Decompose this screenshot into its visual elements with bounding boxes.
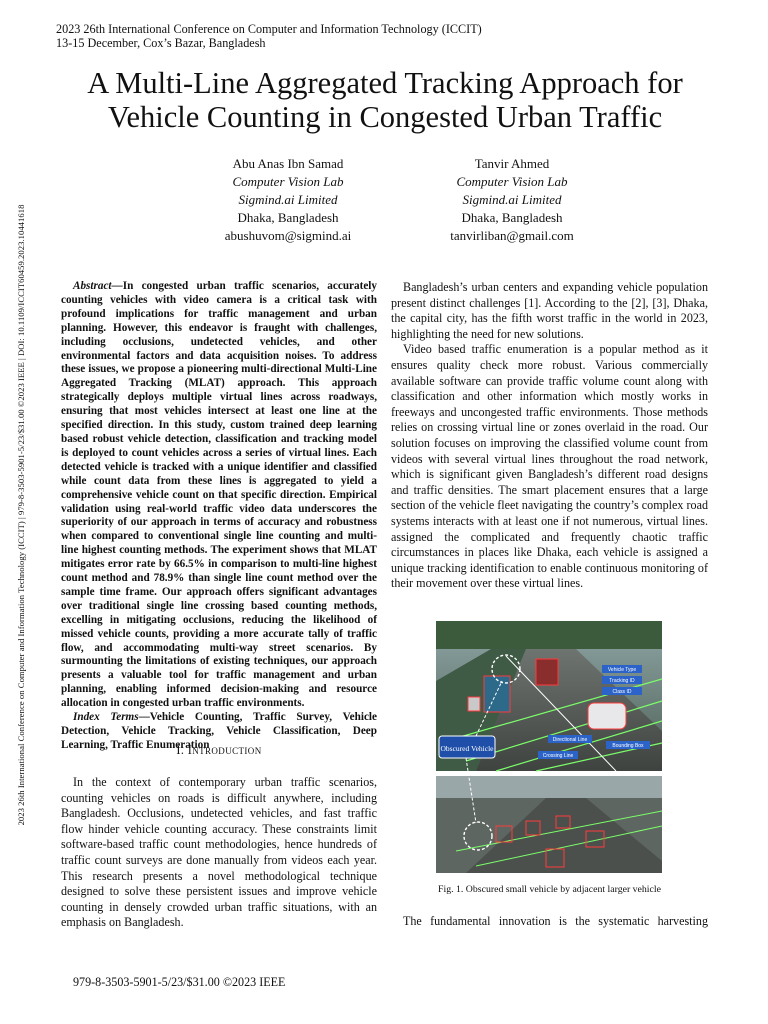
author-company: Sigmind.ai Limited (238, 192, 338, 207)
legend-class-id: Class ID (612, 689, 632, 695)
index-terms-label: Index Terms (73, 711, 139, 724)
continuation-text: The fundamental innovation is the systematic harvesting (403, 914, 708, 928)
author-name: Abu Anas Ibn Samad (232, 156, 344, 171)
index-terms-text: —Vehicle Counting, Traffic Survey, Vehicle Detection, Vehicle Tracking, Vehicle Classification, Deep Learning, Traffic Enumeration (61, 711, 377, 751)
intro-text: In the context of contemporary urban traffic scenarios, counting vehicles on roads is difficult anywhere, including Bangladesh. Occlusions, undetected vehicles, and fast traffic flow hinder vehicle counting accuracy. These constraints limit software-based traffic count methodologies, hence hundreds of traffic count surveys are done manually from videos each year. This research presents a novel methodological technique designed to solve these persistent issues and improve vehicle counting in densely crowded urban traffic situations, with an emphasis on Bangladesh. (61, 775, 377, 930)
author-email: tanvirliban@gmail.com (450, 228, 574, 243)
white-car-vehicle (588, 703, 626, 729)
conference-date-location: 13-15 December, Cox’s Bazar, Bangladesh (56, 36, 266, 50)
author-lab: Computer Vision Lab (456, 174, 568, 189)
doi-sidebar (12, 140, 30, 890)
continuation-paragraph (391, 914, 708, 930)
truck-vehicle (536, 659, 558, 685)
legend-bounding-box: Bounding Box (612, 743, 644, 749)
conference-name: 2023 26th International Conference on Computer and Information Technology (ICCIT) (56, 22, 482, 36)
author-email: abushuvom@sigmind.ai (224, 228, 352, 243)
author-lab: Computer Vision Lab (232, 174, 344, 189)
doi-sidebar-text: 2023 26th International Conference on Computer and Information Technology (ICCIT) | 979-8-3503-5901-5/23/$31.00 ©2023 IEEE | DOI: 10.1109/ICCIT60459.2023.10441618 (16, 204, 26, 826)
small-vehicle (468, 697, 480, 711)
paragraph-video-enumeration: Video based traffic enumeration is a popular method as it ensures quality check more robust. Various commercially available software can provide traffic volume count along with classification and other information which mostly works in freeways and uncongested traffic environments. Those methods relies on crossing virtual line or zones overlaid in the road. Our solution focuses on improving the classified volume count from videos with several virtual lines throughout the road network, which is significant given Bangladesh’s different road designs and traffic densities. The smart placement ensures that a large section of the vehicle fleet navigating the country’s complex road systems interacts with at least one if not numerous, virtual lines. assigned the complicated and frequently chaotic traffic circumstances in places like Dhaka, each vehicle is assigned a unique tracking identification to enable continuous monitoring of their movement over these virtual lines. (391, 342, 708, 591)
legend-crossing-line: Crossing Line (542, 753, 574, 759)
intro-paragraph (61, 775, 377, 931)
obscured-vehicle-label: Obscured Vehicle (440, 744, 494, 753)
author-block-1 (168, 155, 408, 245)
traffic-figure-image (436, 621, 662, 873)
paper-title: A Multi-Line Aggregated Tracking Approach for Vehicle Counting in Congested Urban Traffic (87, 66, 683, 134)
author-company: Sigmind.ai Limited (462, 192, 562, 207)
author-city: Dhaka, Bangladesh (237, 210, 339, 225)
author-city: Dhaka, Bangladesh (461, 210, 563, 225)
abstract-text: —In congested urban traffic scenarios, accurately counting vehicles with video camera is a critical task with profound implications for traffic management and urban planning. However, this endeavor is fraught with challenges, including occlusions, undetected vehicles, and other environmental factors and data acquisition noises. To address these issues, we propose a pioneering multi-directional Multi-Line Aggregated Tracking (MLAT) approach. This approach strategically deploys multiple virtual lines across roadways, ensuring that most vehicles intersect at least one line at the specified direction. In this study, custom trained deep learning based robust vehicle detection, classification and tracking model is deployed to count vehicles across a series of virtual lines. Each detected vehicle is tracked with a unique identifier and classified while count data from these lines is aggregated to yield a comprehensive vehicle count on that specific direction. Empirical validation using real-world traffic video data underscores the superiority of our approach in terms of accuracy and robustness when compared to conventional single line counting and multi-line highest counting methods. The experiment shows that MLAT mitigates error rate by 66.5% in comparison to multi-line highest count method and 78.9% than single line count method over the sample time frame. Our approach offers significant advantages over traditional single line crossing based counting methods, excelling in mitigating occlusions, reducing the likelihood of missed vehicle counts, providing a more accurate tally of traffic flow, and accommodating multi-way street scenarios. By surmounting the limitations of existing techniques, our approach presents a valuable tool for traffic management and urban planning, enabling informed decision-making and resource allocation in congested urban traffic environments. (61, 280, 377, 710)
paragraph-bangladesh: Bangladesh’s urban centers and expanding vehicle population present distinct challenges [1]. According to the [2], [3], Dhaka, the capital city, has the fifth worst traffic in the world in 2023, highlighting the need for new solutions. (391, 280, 708, 341)
figure-1 (436, 621, 662, 873)
figure-caption: Fig. 1. Obscured small vehicle by adjacent larger vehicle (438, 884, 661, 895)
copyright-footer: 979-8-3503-5901-5/23/$31.00 ©2023 IEEE (73, 975, 286, 989)
right-column (391, 280, 708, 592)
author-name: Tanvir Ahmed (474, 156, 550, 171)
author-block-2 (392, 155, 632, 245)
legend-vehicle-type: Vehicle Type (607, 667, 637, 673)
legend-directional-line: Directional Line (552, 737, 588, 743)
legend-tracking-id: Tracking ID (609, 678, 635, 684)
section-heading: I. Introduction (176, 743, 262, 757)
abstract-label: Abstract (73, 280, 112, 292)
bus-vehicle (484, 676, 510, 712)
abstract (61, 280, 377, 753)
conference-header (56, 22, 482, 50)
bottom-photo-sky (436, 776, 662, 798)
top-photo-trees (436, 621, 662, 649)
